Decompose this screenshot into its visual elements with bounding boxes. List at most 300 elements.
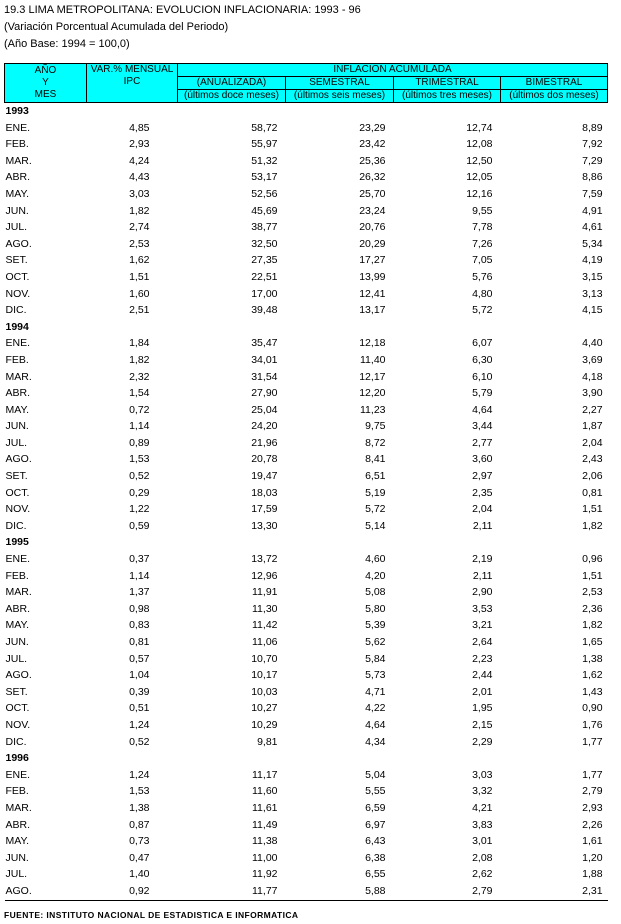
semestral-cell: 4,22: [365, 702, 386, 715]
semestral-cell: 6,38: [365, 851, 386, 864]
semestral-cell: 4,20: [365, 569, 386, 582]
semestral-cell: 6,55: [365, 868, 386, 881]
semestral-cell: 25,70: [359, 187, 386, 200]
bimestral-cell: 3,13: [582, 287, 603, 300]
year-label: 1995: [5, 536, 29, 549]
var-mensual-cell: 0,52: [129, 470, 150, 483]
anualizada-cell: 10,17: [251, 669, 278, 682]
bimestral-cell: 3,90: [582, 387, 603, 400]
trimestral-cell: 6,30: [472, 353, 493, 366]
anualizada-cell: 22,51: [251, 270, 278, 283]
anualizada-cell: 55,97: [251, 138, 278, 151]
header-semestral-sub: (últimos seis meses): [286, 90, 394, 103]
semestral-cell: 5,72: [365, 503, 386, 516]
var-mensual-cell: 2,93: [129, 138, 150, 151]
anualizada-cell: 35,47: [251, 337, 278, 350]
table-row: [5, 418, 608, 435]
anualizada-cell: 24,20: [251, 420, 278, 433]
trimestral-cell: 2,64: [472, 636, 493, 648]
semestral-cell: 4,60: [365, 553, 386, 566]
var-mensual-cell: 1,82: [129, 204, 150, 217]
table-row: [5, 385, 608, 402]
month-cell: AGO.: [5, 237, 32, 250]
header-anualizada-sub: (últimos doce meses): [178, 90, 286, 103]
semestral-cell: 12,18: [359, 337, 386, 350]
table-row: [5, 601, 608, 618]
bimestral-cell: 4,19: [582, 254, 603, 267]
month-cell: AGO.: [5, 883, 87, 900]
month-cell: DIC.: [5, 735, 27, 748]
semestral-cell: 5,04: [365, 768, 386, 781]
bimestral-cell: 1,76: [582, 718, 603, 731]
base-year-note: (Año Base: 1994 = 100,0): [4, 38, 130, 50]
anualizada-cell: 11,17: [252, 768, 278, 781]
header-anio-mes: AÑO Y MES: [5, 64, 87, 103]
semestral-cell: 6,59: [365, 801, 386, 814]
trimestral-cell: 2,29: [472, 735, 493, 748]
month-cell: NOV.: [5, 287, 31, 300]
year-label: 1996: [5, 752, 29, 765]
trimestral-cell: 12,74: [466, 121, 493, 134]
bimestral-cell: 1,38: [582, 652, 603, 665]
month-cell: JUN.: [5, 851, 29, 864]
month-cell: ENE.: [5, 121, 31, 134]
trimestral-cell: 12,16: [466, 187, 493, 200]
anualizada-cell: 17,00: [251, 287, 278, 300]
trimestral-cell: 2,15: [472, 718, 493, 731]
var-mensual-cell: 0,73: [129, 835, 150, 848]
bimestral-cell: 3,15: [582, 270, 603, 283]
var-mensual-cell: 0,98: [129, 602, 150, 615]
month-cell: SET.: [5, 254, 28, 267]
year-row: [5, 750, 608, 767]
bimestral-cell: 1,77: [582, 768, 603, 781]
anualizada-cell: 34,01: [251, 353, 278, 366]
bimestral-cell: 1,51: [582, 569, 603, 582]
semestral-cell: 4,71: [365, 685, 386, 698]
bimestral-cell: 0,90: [582, 702, 603, 715]
table-row: [5, 866, 608, 883]
trimestral-cell: 9,55: [472, 204, 493, 217]
bimestral-cell: 1,82: [582, 519, 603, 532]
anualizada-cell: 53,17: [251, 171, 278, 184]
var-mensual-cell: 0,92: [87, 883, 178, 900]
month-cell: MAR.: [5, 154, 32, 167]
var-mensual-cell: 1,22: [129, 503, 150, 516]
var-mensual-cell: 1,38: [129, 801, 150, 814]
table-row: [5, 451, 608, 468]
semestral-cell: 5,08: [365, 586, 386, 599]
var-mensual-cell: 0,59: [129, 519, 150, 532]
semestral-cell: 5,80: [365, 602, 386, 615]
var-mensual-cell: 2,53: [129, 237, 150, 250]
month-cell: OCT.: [5, 702, 30, 715]
bimestral-cell: 2,04: [582, 436, 603, 449]
anualizada-cell: 11,92: [252, 868, 278, 881]
anualizada-cell: 20,78: [251, 453, 278, 466]
table-row: [5, 501, 608, 518]
trimestral-cell: 2,90: [472, 586, 493, 599]
month-cell: MAR.: [5, 586, 32, 599]
header-inflacion-acumulada: INFLACION ACUMULADA: [178, 64, 608, 77]
table-row: [5, 551, 608, 568]
bimestral-cell: 8,89: [582, 121, 603, 134]
var-mensual-cell: 0,29: [129, 486, 150, 499]
trimestral-cell: 12,05: [466, 171, 493, 184]
var-mensual-cell: 3,03: [129, 187, 150, 200]
anualizada-cell: 10,27: [251, 702, 278, 715]
semestral-cell: 25,36: [359, 154, 386, 167]
trimestral-cell: 2,08: [472, 851, 493, 864]
trimestral-cell: 2,11: [472, 519, 493, 532]
var-mensual-cell: 0,81: [129, 636, 150, 648]
month-cell: ENE.: [5, 768, 31, 781]
anualizada-cell: 11,00: [252, 851, 278, 864]
month-cell: MAY.: [5, 403, 30, 416]
month-cell: JUL.: [5, 221, 28, 234]
table-row: [5, 700, 608, 717]
semestral-cell: 5,62: [365, 636, 386, 648]
semestral-cell: 5,55: [365, 785, 386, 798]
month-cell: MAR.: [5, 801, 32, 814]
table-row: [5, 518, 608, 535]
trimestral-cell: 3,21: [472, 619, 493, 632]
month-cell: FEB.: [5, 785, 29, 798]
anualizada-cell: 13,30: [251, 519, 278, 532]
trimestral-cell: 4,21: [472, 801, 493, 814]
year-label: 1994: [5, 320, 29, 333]
anualizada-cell: 11,06: [252, 636, 278, 648]
table-row: [5, 435, 608, 452]
trimestral-cell: 3,44: [472, 420, 493, 433]
month-cell: JUN.: [5, 636, 29, 648]
table-row: [5, 203, 608, 220]
bimestral-cell: 1,61: [582, 835, 603, 848]
semestral-cell: 4,64: [365, 718, 386, 731]
anualizada-cell: 58,72: [251, 121, 278, 134]
anualizada-cell: 10,29: [251, 718, 278, 731]
header-trimestral-sub: (últimos tres meses): [394, 90, 501, 103]
month-cell: JUL.: [5, 868, 28, 881]
inflation-table: [4, 63, 608, 901]
month-cell: NOV.: [5, 503, 31, 516]
year-row: [5, 534, 608, 551]
header-trimestral: TRIMESTRAL: [394, 77, 501, 90]
table-row: [5, 568, 608, 585]
bimestral-cell: 1,88: [582, 868, 603, 881]
month-cell: MAR.: [5, 370, 32, 383]
header-bimestral: BIMESTRAL: [501, 77, 608, 90]
month-cell: NOV.: [5, 718, 31, 731]
page-title: 19.3 LIMA METROPOLITANA: EVOLUCION INFLACIONARIA: 1993 - 96: [4, 4, 361, 16]
var-mensual-cell: 1,53: [129, 453, 150, 466]
bimestral-cell: 4,40: [582, 337, 603, 350]
trimestral-cell: 5,79: [472, 387, 493, 400]
anualizada-cell: 19,47: [251, 470, 278, 483]
var-mensual-cell: 1,62: [129, 254, 150, 267]
month-cell: ABR.: [5, 602, 31, 615]
month-cell: DIC.: [5, 304, 27, 317]
var-mensual-cell: 1,14: [129, 569, 150, 582]
month-cell: ABR.: [5, 171, 31, 184]
anualizada-cell: 52,56: [251, 187, 278, 200]
anualizada-cell: 25,04: [251, 403, 278, 416]
semestral-cell: 20,29: [359, 237, 386, 250]
semestral-cell: 6,43: [365, 835, 386, 848]
var-mensual-cell: 1,82: [129, 353, 150, 366]
bimestral-cell: 2,27: [582, 403, 603, 416]
var-mensual-cell: 2,51: [129, 304, 150, 317]
anualizada-cell: 18,03: [251, 486, 278, 499]
var-mensual-cell: 0,52: [129, 735, 150, 748]
bimestral-cell: 1,65: [582, 636, 603, 648]
table-row: [5, 236, 608, 253]
year-label: 1993: [5, 105, 29, 117]
trimestral-cell: 2,77: [472, 436, 493, 449]
var-mensual-cell: 1,40: [129, 868, 150, 881]
anualizada-cell: 11,42: [252, 619, 278, 632]
month-cell: SET.: [5, 685, 28, 698]
var-mensual-cell: 1,84: [129, 337, 150, 350]
var-mensual-cell: 1,04: [129, 669, 150, 682]
bimestral-cell: 4,18: [582, 370, 603, 383]
var-mensual-cell: 0,87: [129, 818, 150, 831]
title-block: [4, 2, 361, 53]
bimestral-cell: 1,82: [582, 619, 603, 632]
var-mensual-cell: 1,54: [129, 387, 150, 400]
month-cell: ABR.: [5, 818, 31, 831]
year-row: [5, 319, 608, 336]
anualizada-cell: 17,59: [251, 503, 278, 516]
table-row: [5, 153, 608, 170]
month-cell: FEB.: [5, 569, 29, 582]
trimestral-cell: 6,07: [472, 337, 493, 350]
anualizada-cell: 11,91: [252, 586, 278, 599]
anualizada-cell: 10,03: [251, 685, 278, 698]
anualizada-cell: 38,77: [251, 221, 278, 234]
var-mensual-cell: 4,24: [129, 154, 150, 167]
anualizada-cell: 11,30: [252, 602, 278, 615]
var-mensual-cell: 0,89: [129, 436, 150, 449]
month-cell: OCT.: [5, 270, 30, 283]
var-mensual-cell: 0,83: [129, 619, 150, 632]
table-row: [5, 169, 608, 186]
trimestral-cell: 3,83: [472, 818, 493, 831]
semestral-cell: 23,29: [359, 121, 386, 134]
bimestral-cell: 4,15: [582, 304, 603, 317]
var-mensual-cell: 1,24: [129, 718, 150, 731]
table-row: [5, 186, 608, 203]
semestral-cell: 8,72: [365, 436, 386, 449]
table-row: [5, 302, 608, 319]
bimestral-cell: 1,43: [582, 685, 603, 698]
trimestral-cell: 2,23: [472, 652, 493, 665]
var-mensual-cell: 4,85: [129, 121, 150, 134]
table-row: [5, 335, 608, 352]
month-cell: AGO.: [5, 453, 32, 466]
bimestral-cell: 2,26: [582, 818, 603, 831]
table-row: [5, 783, 608, 800]
semestral-cell: 17,27: [359, 254, 386, 267]
table-row: [5, 667, 608, 684]
anualizada-cell: 21,96: [251, 436, 278, 449]
trimestral-cell: 3,03: [472, 768, 493, 781]
table-row: [5, 817, 608, 834]
anualizada-cell: 39,48: [251, 304, 278, 317]
month-cell: SET.: [5, 470, 28, 483]
bimestral-cell: 8,86: [582, 171, 603, 184]
month-cell: FEB.: [5, 138, 29, 151]
anualizada-cell: 9,81: [257, 735, 278, 748]
table-row: [5, 219, 608, 236]
bimestral-cell: 4,61: [582, 221, 603, 234]
var-mensual-cell: 0,57: [129, 652, 150, 665]
trimestral-cell: 3,01: [472, 835, 493, 848]
bimestral-cell: 1,62: [582, 669, 603, 682]
trimestral-cell: 3,53: [472, 602, 493, 615]
var-mensual-cell: 2,32: [129, 370, 150, 383]
table-row: [5, 684, 608, 701]
trimestral-cell: 5,76: [472, 270, 493, 283]
table-row: [5, 468, 608, 485]
semestral-cell: 6,97: [365, 818, 386, 831]
trimestral-cell: 2,01: [472, 685, 493, 698]
semestral-cell: 5,14: [365, 519, 386, 532]
semestral-cell: 26,32: [359, 171, 386, 184]
semestral-cell: 8,41: [365, 453, 386, 466]
month-cell: ABR.: [5, 387, 31, 400]
bimestral-cell: 2,79: [582, 785, 603, 798]
table-row: [5, 767, 608, 784]
anualizada-cell: 27,90: [251, 387, 278, 400]
month-cell: OCT.: [5, 486, 30, 499]
month-cell: FEB.: [5, 353, 29, 366]
var-mensual-cell: 0,39: [129, 685, 150, 698]
var-mensual-cell: 2,74: [129, 221, 150, 234]
bimestral-cell: 4,91: [582, 204, 603, 217]
trimestral-cell: 6,10: [472, 370, 493, 383]
semestral-cell: 12,41: [359, 287, 386, 300]
bimestral-cell: 7,92: [582, 138, 603, 151]
trimestral-cell: 7,05: [472, 254, 493, 267]
anualizada-cell: 11,77: [178, 883, 286, 900]
month-cell: JUN.: [5, 420, 29, 433]
semestral-cell: 12,20: [359, 387, 386, 400]
var-mensual-cell: 0,72: [129, 403, 150, 416]
bimestral-cell: 2,53: [582, 586, 603, 599]
table-row: [5, 883, 608, 900]
anualizada-cell: 11,38: [252, 835, 278, 848]
semestral-cell: 11,40: [360, 353, 386, 366]
semestral-cell: 5,73: [365, 669, 386, 682]
bimestral-cell: 1,20: [582, 851, 603, 864]
var-mensual-cell: 1,53: [129, 785, 150, 798]
table-row: [5, 369, 608, 386]
bimestral-cell: 1,51: [582, 503, 603, 516]
month-cell: JUL.: [5, 652, 28, 665]
trimestral-cell: 2,35: [472, 486, 493, 499]
table-row: [5, 136, 608, 153]
trimestral-cell: 7,26: [472, 237, 493, 250]
anualizada-cell: 11,61: [252, 801, 278, 814]
anualizada-cell: 11,60: [252, 785, 278, 798]
trimestral-cell: 7,78: [472, 221, 493, 234]
semestral-cell: 12,17: [359, 370, 386, 383]
table-row: [5, 734, 608, 751]
month-cell: MAY.: [5, 187, 30, 200]
trimestral-cell: 2,97: [472, 470, 493, 483]
anualizada-cell: 13,72: [251, 553, 278, 566]
var-mensual-cell: 1,14: [129, 420, 150, 433]
table-row: [5, 402, 608, 419]
bimestral-cell: 2,31: [501, 883, 608, 900]
table-row: [5, 286, 608, 303]
header-semestral: SEMESTRAL: [286, 77, 394, 90]
trimestral-cell: 5,72: [472, 304, 493, 317]
trimestral-cell: 2,19: [472, 553, 493, 566]
var-mensual-cell: 1,51: [129, 270, 150, 283]
var-mensual-cell: 1,37: [129, 586, 150, 599]
month-cell: AGO.: [5, 669, 32, 682]
header-bimestral-sub: (últimos dos meses): [501, 90, 608, 103]
table-row: [5, 850, 608, 867]
semestral-cell: 23,24: [359, 204, 386, 217]
trimestral-cell: 2,04: [472, 503, 493, 516]
month-cell: MAY.: [5, 619, 30, 632]
table-row: [5, 634, 608, 651]
bimestral-cell: 1,77: [582, 735, 603, 748]
anualizada-cell: 31,54: [251, 370, 278, 383]
trimestral-cell: 2,79: [394, 883, 501, 900]
year-row: [5, 103, 608, 120]
trimestral-cell: 4,80: [472, 287, 493, 300]
semestral-cell: 4,34: [365, 735, 386, 748]
semestral-cell: 5,88: [286, 883, 394, 900]
var-mensual-cell: 0,51: [129, 702, 150, 715]
month-cell: MAY.: [5, 835, 30, 848]
bimestral-cell: 7,29: [582, 154, 603, 167]
anualizada-cell: 27,35: [251, 254, 278, 267]
semestral-cell: 6,51: [365, 470, 386, 483]
bimestral-cell: 7,59: [582, 187, 603, 200]
anualizada-cell: 10,70: [251, 652, 278, 665]
month-cell: JUN.: [5, 204, 29, 217]
anualizada-cell: 11,49: [252, 818, 278, 831]
semestral-cell: 5,19: [365, 486, 386, 499]
table-row: [5, 269, 608, 286]
semestral-cell: 11,23: [360, 403, 386, 416]
semestral-cell: 9,75: [365, 420, 386, 433]
var-mensual-cell: 0,37: [129, 553, 150, 566]
month-cell: DIC.: [5, 519, 27, 532]
trimestral-cell: 1,95: [472, 702, 493, 715]
var-mensual-cell: 1,60: [129, 287, 150, 300]
semestral-cell: 5,39: [365, 619, 386, 632]
source-footer: FUENTE: INSTITUTO NACIONAL DE ESTADISTICA E INFORMATICA: [4, 910, 299, 920]
semestral-cell: 23,42: [359, 138, 386, 151]
semestral-cell: 5,84: [365, 652, 386, 665]
table-row: [5, 833, 608, 850]
bimestral-cell: 0,96: [582, 553, 603, 566]
bimestral-cell: 2,93: [582, 801, 603, 814]
table-row: [5, 485, 608, 502]
bimestral-cell: 2,36: [582, 602, 603, 615]
anualizada-cell: 12,96: [251, 569, 278, 582]
var-mensual-cell: 4,43: [129, 171, 150, 184]
table-row: [5, 252, 608, 269]
page-subtitle: (Variación Porcentual Acumulada del Periodo): [4, 21, 229, 33]
semestral-cell: 13,99: [359, 270, 386, 283]
